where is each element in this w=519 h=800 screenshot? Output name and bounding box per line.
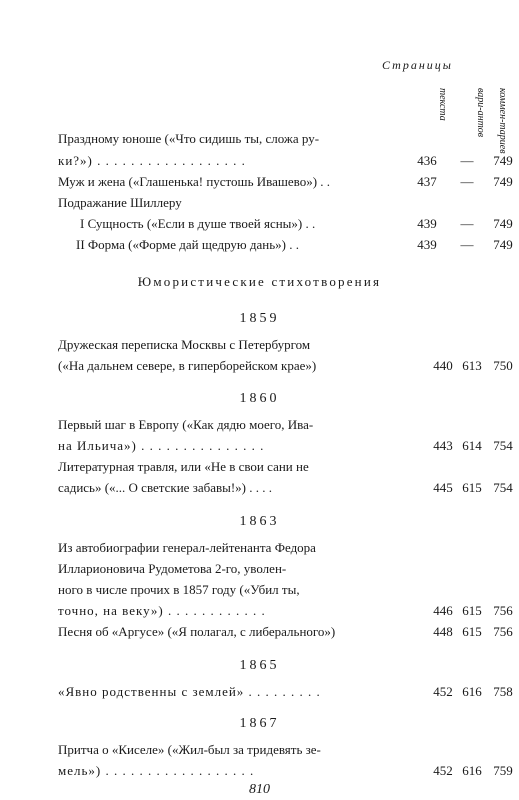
entry-title: ки?») . . . . . . . . . . . . . . . . . .	[58, 153, 246, 168]
toc-entry	[0, 334, 519, 356]
entry-title: I Сущность («Если в душе твоей ясны») . .	[80, 216, 316, 231]
entry-title: ного в числе прочих в 1857 году («Убил ты,	[58, 582, 300, 597]
page-variants: 614	[462, 438, 482, 453]
page-comments: 749	[493, 174, 513, 189]
year-heading: 1860	[239, 391, 280, 406]
entry-title: на Ильича») . . . . . . . . . . . . . . .	[58, 438, 265, 453]
year-heading: 1867	[239, 716, 280, 731]
pages-header: Страницы	[382, 58, 453, 72]
entry-title: Первый шаг в Европу («Как дядю моего, Ива-	[58, 417, 314, 432]
year-heading: 1865	[239, 658, 280, 673]
entry-title: Притча о «Киселе» («Жил-был за тридевять зе-	[58, 742, 321, 757]
entry-title: II Форма («Форме дай щедрую дань») . .	[76, 237, 299, 252]
page-comments: 749	[493, 237, 513, 252]
page-variants: 615	[462, 624, 482, 639]
toc-entry	[0, 477, 519, 499]
toc-entry	[0, 128, 519, 150]
toc-entry	[0, 213, 519, 235]
toc-entry	[0, 355, 519, 377]
page-text: 437	[417, 174, 437, 189]
page-comments: 759	[493, 763, 513, 778]
year-heading: 1863	[239, 514, 280, 529]
entry-title: «Явно родственны с землей» . . . . . . . . .	[58, 684, 321, 699]
page-variants: 615	[462, 603, 482, 618]
section-title: Юмористические стихотворения	[137, 274, 382, 289]
page-comments: 758	[493, 684, 513, 699]
page-variants: 616	[462, 684, 482, 699]
page-variants: —	[460, 174, 474, 189]
toc-entry	[0, 234, 519, 256]
page-comments: 754	[493, 480, 513, 495]
page-comments: 749	[493, 153, 513, 168]
toc-entry	[0, 621, 519, 643]
entry-title: Из автобиографии генерал-лейтенанта Федора	[58, 540, 316, 555]
page-text: 452	[433, 763, 453, 778]
page-text: 436	[417, 153, 437, 168]
page-text: 443	[433, 438, 453, 453]
toc-entry	[0, 739, 519, 761]
page-comments: 750	[493, 358, 513, 373]
toc-entry	[0, 681, 519, 703]
page-variants: 613	[462, 358, 482, 373]
column-header-text: текста	[437, 88, 448, 121]
entry-title: Праздному юноше («Что сидишь ты, сложа ру-	[58, 131, 320, 146]
page-text: 445	[433, 480, 453, 495]
page-text: 448	[433, 624, 453, 639]
entry-title: Муж и жена («Глашенька! пустошь Ивашево») . .	[58, 174, 331, 189]
toc-entry	[0, 537, 519, 559]
page-comments: 756	[493, 603, 513, 618]
year-heading: 1859	[239, 311, 280, 326]
entry-title: Песня об «Аргусе» («Я полагал, с либерального»)	[58, 624, 336, 639]
page-comments: 756	[493, 624, 513, 639]
toc-entry	[0, 579, 519, 601]
page-text: 439	[417, 216, 437, 231]
column-header-comments: коммен-тариев	[497, 88, 508, 154]
toc-entry	[0, 760, 519, 782]
entry-title: Илларионовича Рудометова 2-го, уволен-	[58, 561, 287, 576]
entry-title: («На дальнем севере, в гиперборейском крае»)	[58, 358, 317, 373]
page-variants: —	[460, 153, 474, 168]
entry-title: садись» («... О светские забавы!») . . . .	[58, 480, 273, 495]
page-comments: 754	[493, 438, 513, 453]
page-variants: 616	[462, 763, 482, 778]
page-text: 446	[433, 603, 453, 618]
entry-title: Дружеская переписка Москвы с Петербургом	[58, 337, 311, 352]
toc-entry	[0, 435, 519, 457]
page-text: 439	[417, 237, 437, 252]
entry-title: мель») . . . . . . . . . . . . . . . . . .	[58, 763, 255, 778]
page-text: 452	[433, 684, 453, 699]
entry-title: точно, на веку») . . . . . . . . . . . .	[58, 603, 266, 618]
toc-entry	[0, 456, 519, 478]
toc-entry	[0, 171, 519, 193]
entry-title: Подражание Шиллеру	[58, 195, 182, 210]
page-number: 810	[249, 782, 270, 797]
page-variants: 615	[462, 480, 482, 495]
page-variants: —	[460, 216, 474, 231]
column-header-variants: вари-антов	[475, 88, 486, 138]
page-variants: —	[460, 237, 474, 252]
page-text: 440	[433, 358, 453, 373]
entry-title: Литературная травля, или «Не в свои сани не	[58, 459, 309, 474]
page-comments: 749	[493, 216, 513, 231]
toc-entry	[0, 558, 519, 580]
toc-entry	[0, 192, 519, 214]
toc-entry	[0, 414, 519, 436]
toc-entry	[0, 600, 519, 622]
toc-entry	[0, 150, 519, 172]
